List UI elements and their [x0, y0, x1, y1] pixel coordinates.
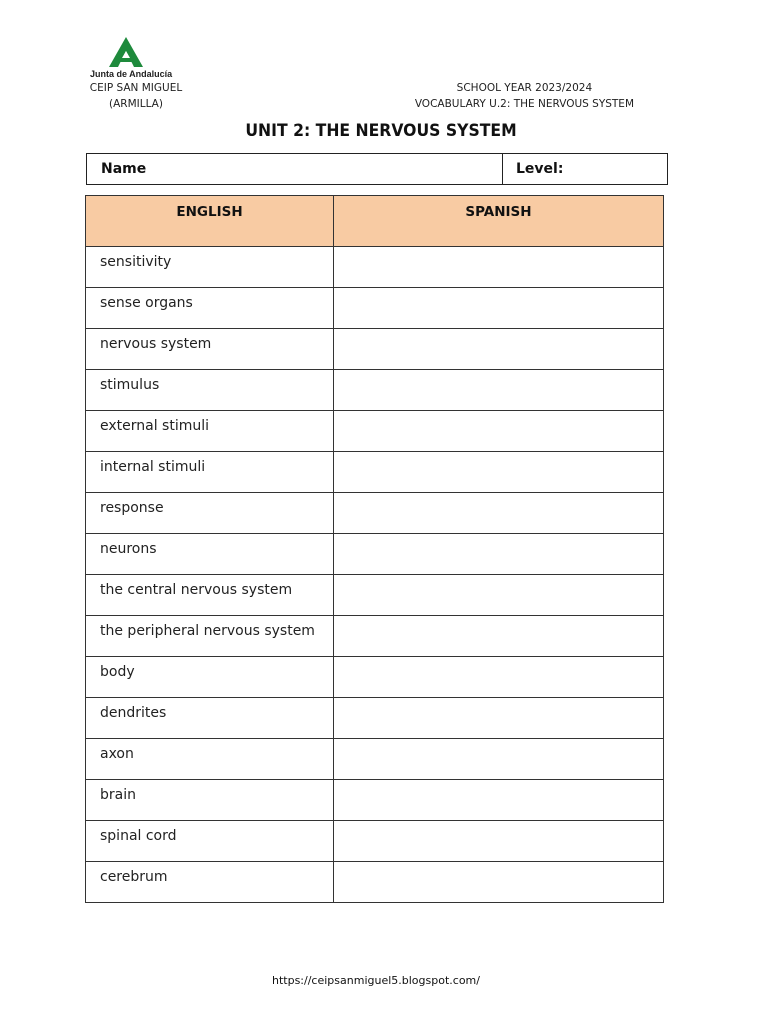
english-term: sensitivity: [86, 247, 334, 288]
table-row: [86, 247, 664, 288]
table-row: [86, 329, 664, 370]
english-term: nervous system: [86, 329, 334, 370]
table-row: [86, 739, 664, 780]
column-header-spanish: SPANISH: [334, 196, 664, 247]
english-term: the peripheral nervous system: [86, 616, 334, 657]
table-row: [86, 411, 664, 452]
logo-caption: Junta de Andalucía: [90, 69, 173, 79]
school-info: [86, 80, 186, 112]
english-term: body: [86, 657, 334, 698]
english-term: the central nervous system: [86, 575, 334, 616]
english-term: neurons: [86, 534, 334, 575]
spanish-answer-cell[interactable]: [334, 288, 664, 329]
junta-andalucia-logo: [88, 36, 178, 82]
table-row: [86, 657, 664, 698]
english-term: stimulus: [86, 370, 334, 411]
english-term: sense organs: [86, 288, 334, 329]
english-term: cerebrum: [86, 862, 334, 903]
column-header-english: ENGLISH: [86, 196, 334, 247]
footer-url: https://ceipsanmiguel5.blogspot.com/: [272, 974, 480, 987]
page-title: UNIT 2: THE NERVOUS SYSTEM: [245, 121, 517, 141]
name-level-box: [86, 153, 668, 185]
table-row: [86, 575, 664, 616]
spanish-answer-cell[interactable]: [334, 862, 664, 903]
table-row: [86, 534, 664, 575]
course-info: [415, 80, 634, 112]
school-location: (ARMILLA): [109, 98, 163, 110]
table-row: [86, 780, 664, 821]
table-row: [86, 862, 664, 903]
spanish-answer-cell[interactable]: [334, 821, 664, 862]
name-label: Name: [101, 161, 147, 177]
spanish-answer-cell[interactable]: [334, 534, 664, 575]
level-label: Level:: [516, 161, 564, 177]
table-row: [86, 616, 664, 657]
english-term: spinal cord: [86, 821, 334, 862]
spanish-answer-cell[interactable]: [334, 739, 664, 780]
spanish-answer-cell[interactable]: [334, 370, 664, 411]
school-year: SCHOOL YEAR 2023/2024: [456, 82, 593, 94]
english-term: axon: [86, 739, 334, 780]
school-name: CEIP SAN MIGUEL: [89, 82, 183, 94]
spanish-answer-cell[interactable]: [334, 329, 664, 370]
english-term: response: [86, 493, 334, 534]
table-row: [86, 452, 664, 493]
vocabulary-title: VOCABULARY U.2: THE NERVOUS SYSTEM: [414, 98, 634, 110]
spanish-answer-cell[interactable]: [334, 452, 664, 493]
spanish-answer-cell[interactable]: [334, 698, 664, 739]
level-field[interactable]: [503, 154, 667, 184]
english-term: external stimuli: [86, 411, 334, 452]
spanish-answer-cell[interactable]: [334, 780, 664, 821]
table-row: [86, 821, 664, 862]
spanish-answer-cell[interactable]: [334, 411, 664, 452]
table-row: [86, 288, 664, 329]
table-row: [86, 493, 664, 534]
vocabulary-table: [85, 195, 664, 903]
spanish-answer-cell[interactable]: [334, 575, 664, 616]
english-term: dendrites: [86, 698, 334, 739]
spanish-answer-cell[interactable]: [334, 247, 664, 288]
spanish-answer-cell[interactable]: [334, 616, 664, 657]
spanish-answer-cell[interactable]: [334, 493, 664, 534]
english-term: brain: [86, 780, 334, 821]
name-field[interactable]: [87, 154, 503, 184]
english-term: internal stimuli: [86, 452, 334, 493]
junta-logo-icon: [107, 36, 145, 68]
spanish-answer-cell[interactable]: [334, 657, 664, 698]
table-header-row: [86, 196, 664, 247]
table-row: [86, 698, 664, 739]
table-row: [86, 370, 664, 411]
